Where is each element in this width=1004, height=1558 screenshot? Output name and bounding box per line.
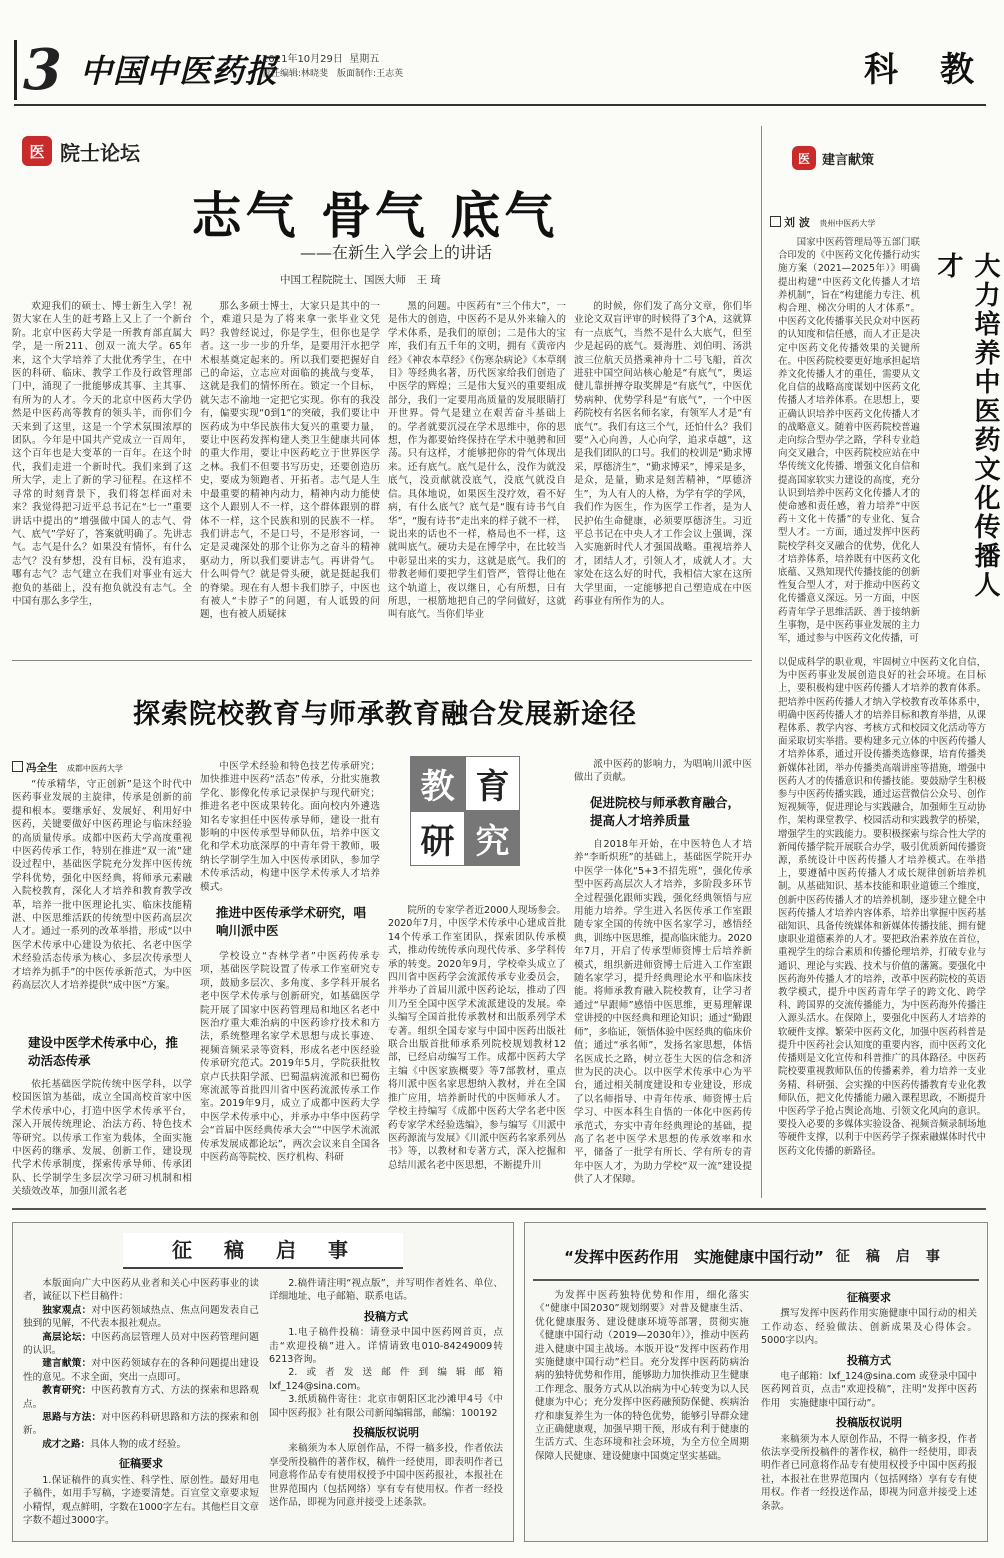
feature-subtitle: ——在新生入学会上的讲话 <box>300 243 493 262</box>
seal-icon: 医 <box>792 146 816 170</box>
feature-col-2: 那么多硕士博士，大家只是其中的一个，难道只是为了将来拿一张毕业文凭吗？我曾经说过，你是学生，但你也是学者。这一步一步的升华，是要用汗水把学术根基奠定起来的。所以我们要把握好自己的命运，立志应对面临的挑战与变革，这就是我们的情怀所在。锁定一个目标，就矢志不渝地一定把它实现。你有的我没有，偏要实现“0到1”的突破，我们要让中医药成为中华民族伟大复兴的重要力量，要让中医药发挥构建人类卫生健康共同体的重大作用，要让中医药屹立于世界医学之林。我们不但要书写历史，还要创造历史，要成为领跑者、开拓者。志气是人生中最重要的精神内动力，精神内动力能使这个人跟别人不一样，这个群体跟别的群体不一样，这个民族和别的民族不一样。我们讲志气，不是口号，不是形容词，一定是灵魂深处的那个让你为之奋斗的精神驱动力，所以我们要讲志气。再讲骨气。什么叫骨气？就是骨头硬，就是挺起我们的脊梁。现在有人想卡我们脖子，中医也有被人“卡脖子”的问题，有人诋毁的问题，也有被人质疑抹 <box>200 301 380 621</box>
issue-weekday: 星期五 <box>349 54 380 65</box>
stamp-char: 研 <box>410 811 465 866</box>
paper-name: 中国中医药报 <box>80 52 279 90</box>
issue-date-line <box>262 50 379 65</box>
feature-col-1: 欢迎我们的硕士、博士新生入学！祝贺大家在人生的赶考路上又上了一个新台阶。北京中医药大学是一所教育部直属大学，是一所211、创双一流大学。65年来，这个大学培养了大批优秀学生，在中医的科研、临床、教学工作及行政管理部门中，涌现了一批能够成其事、主其事、有所为的人才。今天的北京中医药大学仍然是中医药高等教育的领头羊，而你们今天来到了这里，这是一个学术氛围浓厚的团队。今年是中国共产党成立一百周年，这个百年也是大变革的一百年。在这个时代，我们走进一个新时代。我们来到了这所大学，走上了新的学习征程。在这样不寻常的时刻背景下，我们将怎样面对未来？我觉得把习近平总书记在“七一”重要讲话中提出的“增强做中国人的志气、骨气、底气”学好了，答案就明确了。先讲志气。志气是什么？如果没有情怀，有什么志气？没有梦想，没有目标，没有追求，哪有志气？志气建立在我们对事业有远大抱负的基础上，没有抱负就没有志气。全中国有那么多学生， <box>12 301 192 607</box>
notice-column-name: 教育研究： <box>42 1385 92 1397</box>
notice-column-item <box>23 1331 259 1358</box>
stamp-char: 稿 <box>865 1249 880 1265</box>
education-research-stamp <box>410 756 520 866</box>
notice-column-list <box>23 1304 259 1451</box>
notice-right-title: “发挥中医药作用 实施健康中国行动” <box>564 1247 824 1266</box>
column-divider <box>761 126 762 1198</box>
stamp-char: 究 <box>465 811 520 866</box>
notice-column-desc: 对中医药科研思路和方法的探索和创新。 <box>23 1412 260 1437</box>
right-author: 刘 波 <box>784 216 810 229</box>
notice-right-header <box>533 1241 979 1271</box>
notice-column-name: 独家观点： <box>42 1304 92 1316</box>
section-name: 科 教 <box>864 50 978 90</box>
article-byline <box>12 760 123 775</box>
notice-right-stamp <box>828 1245 948 1267</box>
byline-square-icon <box>770 216 781 227</box>
article-subhead-4: 促进院校与师承教育融合，提高人才培养质量 <box>590 795 741 828</box>
notice-column-desc: 具体人物的成才经验。 <box>90 1438 187 1450</box>
notice-right-box <box>524 1222 988 1542</box>
issue-date: 2021年10月29日 <box>262 54 343 65</box>
column-tag-advice <box>792 146 874 170</box>
right-body-continued-text: 以促成科学的职业观，牢固树立中医药文化自信，为中医药事业发展创造良好的社会环境。在目标上，要积极构建中医药传播人才培养的教育体系。把培养中医药传播人才纳入学校教育改革体系中，明确中医药传播人才的培养目标和教育举措，从课程体系、教学内容、考核方式和校园文化活动等方面采取切实举措。要构建多元立体的中医药传播人才培养体系，通过开设传播类选修课，培育传播类新媒体社团，举办传播类高端讲座等措施，增强中医药人才的传播意识和传播技能。要鼓励学生积极参与中医药传播实践，通过运营微信公众号、创作短视频等，促进理论与实践融合，加强师生互动协作，架构课堂教学、校园活动和实践教学的桥梁，增强学生的实践能力。要积极探索与综合性大学的新闻传播学院开展联合办学，吸引优质新闻传播资源，系统设计中医药传播人才培养模式。在举措上，要遵循中医药传播人才成长规律创新培养机制。从基础知识、基本技能和职业道德三个维度，创新中医药传播人才的培养机制，逐步建立健全中医药传播人才培养内容体系，培养出掌握中医药基础知识、具备传统媒体和新媒体传播技能、拥有健康职业道德素养的人才。要把政治素养放在首位，重视学生的综合素质和传播伦理培养，打破专业与通识、理论与实践、技术与价值的藩篱。要强化中医药海外传播人才的培养，改革中医药院校的英语教学模式，提升中医药青年学子的跨文化、跨学科、跨国界的交流传播能力，为中医药海外传播注入源头活水。在保障上，要强化中医药人才培养的软硬件支撑。繁荣中医药文化，加强中医药科普是提升中医药社会认知度的重要内容，而中医药文化传播则是文化宣传和科普推广的具体路径。中医药院校要重视教师队伍的传播素养，着力培养一支业务精、科研强、会实操的中医药传播教育专业化教师队伍，把文化传播能力融入课程思政，不断提升中医药学子抢占舆论高地、引领文化风向的意识。要投入必要的多媒体实验设备、视频音频录制场地等硬件支撑，以利于中医药学子探索融媒体时代中医药文化传播的新路径。 <box>778 657 986 1157</box>
notice-column-desc: 中医药高层管理人员对中医药管理问题的认识。 <box>23 1331 260 1357</box>
section-rule-mid <box>12 660 752 661</box>
notice-column-item <box>23 1304 259 1331</box>
notice-right-col-1: 为发挥中医药独特优势和作用，细化落实《“健康中国2030”规划纲要》对普及健康生活、优化健康服务、建设健康环境等部署，贯彻实施《健康中国行动（2019—2030年）》，推动中医药进入健康中国主战场。本版开设“发挥中医药作用 实施健康中国行动”栏目。充分发挥中医药防病治病的独特优势和作用，能够助力加快推动卫生健康工作理念、服务方式从以治病为中心转变为以人民健康为中心；充分发挥中医药融预防保健、疾病治疗和康复养生为一体的特色优势，能够引导群众建立正确健康观，加强早期干预，形成有利于健康的生活方式、生态环境和社会环境，为全方位全周期保障人民健康、建设健康中国奠定坚实基础。 <box>535 1290 759 1462</box>
right-byline <box>770 214 875 230</box>
right-affiliation: 贵州中医药大学 <box>819 219 876 228</box>
page-number: 3 <box>14 40 75 100</box>
article-affiliation: 成都中医药大学 <box>66 764 123 773</box>
stamp-char: 教 <box>410 756 465 811</box>
notice-column-item <box>23 1438 259 1451</box>
stamp-char: 征 <box>835 1249 850 1265</box>
article-col-2-intro: 中医学术经验和特色技艺传承研究；加快推进中医药“活态”传承，分批实施教学化、影像化传承记录保护与现代研究；推进名老中医成果转化。面向校内外遴选知名专家担任中医传承导师，建设一批有影响的中医传承型导师队伍，培养中医文化和学术功底深厚的中青年骨干教师，吸纳长学制学生加入中医传承团队，参加学术传承活动，构建中医学术传承人才培养模式。 <box>200 761 380 893</box>
editors: 责任编辑:林晓斐 版面制作:王志英 <box>262 69 404 79</box>
column-tag-label: 院士论坛 <box>60 140 140 165</box>
bottom-rule <box>12 1208 986 1210</box>
article-subhead-2: 推进中医传承学术研究，唱响川派中医 <box>216 905 367 938</box>
notice-left-box <box>12 1222 514 1542</box>
notice-column-name: 成才之路： <box>42 1438 91 1450</box>
notice-right-method-head: 投稿方式 <box>847 1353 891 1367</box>
notice-right-col-2: 征稿要求 撰写发挥中医药作用实施健康中国行动的相关工作动态、经验做法、创新成果及心得体会。5000字以内。 投稿方式 电子邮箱：lxf_124@sina.com 或登录中国中医药网首页，点击“欢迎投稿”，注明“发挥中医药作用 实施健康中国行动”。 投稿版权说明 来稿须为本人原创作品，不得一稿多投，作者依法享受所投稿件的著作权，稿件一经使用，即表明作者已同意将作品专有使用权授予中国中医药报社，本报社在世界范围内（包括网络）享有专有使用权。作者一经投送作品，即视为同意并接受上述条款。 <box>761 1291 977 1512</box>
masthead-rule <box>14 104 986 106</box>
right-body-bottom <box>778 656 986 1196</box>
article-col-4-top: 派中医药的影响力，为唱响川派中医做出了贡献。 <box>574 759 752 784</box>
right-body-top: 国家中医药管理局等五部门联合印发的《中医药文化传播行动实施方案（2021—2025年）》明确提出构建“中医药文化传播人才培养机制”，旨在“构建能力专注、机构合理、梯次分明的人才体系”。中医药文化传播事关民众对中医药的认知度和信任感，而人才正是决定中医药文化传播效果的关键所在。中医药院校要更好地承担起培养文化传播人才的重任，需要从文化自信的战略高度谋划中医药文化传播人才培养体系。在思想上，要正确认识培养中医药文化传播人才的战略意义。随着中医药院校普遍走向综合型办学之路，学科专业趋向交叉融合，中医药院校应站在中华传统文化传播、增强文化自信和提高国家软实力建设的高度，充分认识到培养中医药文化传播人才的使命感和责任感，着力培养“中医药＋文化＋传播”的专业化、复合型人才。一方面，通过发挥中医药院校学科交叉融合的优势，优化人才培养体系，培养既有中医药文化底蕴、又熟知现代传播技能的创新性复合型人才，对于推动中医药文化传播意义深远。另一方面，中医药青年学子思维活跃、善于接纳新生事物，是中医药事业发展的主力军，通过参与中医药文化传播，可 <box>778 237 920 645</box>
notice-method-head: 投稿方式 <box>364 1309 408 1323</box>
notice-column-item <box>23 1357 259 1384</box>
notice-copy-head: 投稿版权说明 <box>353 1426 419 1440</box>
notice-column-name: 思路与方法： <box>42 1412 102 1424</box>
right-title: 大力培养中医药文化传播人才 <box>933 252 1000 600</box>
notice-right-req-head: 征稿要求 <box>847 1291 891 1304</box>
feature-title: 志气 骨气 底气 <box>191 187 559 245</box>
column-tag-academician <box>22 136 140 166</box>
notice-column-desc: 对中医药领域热点、焦点问题发表自己独到的见解，不代表本报社观点。 <box>23 1304 260 1330</box>
notice-left-title: 征 稿 启 事 <box>123 1233 403 1269</box>
notice-right-copy-head: 投稿版权说明 <box>836 1416 902 1430</box>
notice-right-rule <box>533 1279 979 1281</box>
column-tag-label: 建言献策 <box>822 152 875 168</box>
article-col-1-intro: “传承精华，守正创新”是这个时代中医药事业发展的主旋律，传承是创新的前提和根本。要继承好、发展好、利用好中医药，关键要做好中医药理论与临床经验的高质量传承。成都中医药大学高度重视中医药传承工作，特别在推进“双一流”建设过程中，基础医学院充分发挥中医传统学科优势，强化中医经典，将师承元素融入院校教育，深化人才培养和教育教学改革，培养一批中医理论扎实、临床技能精湛、中医思维活跃的传统型中医药高层次人才。通过一系列的改革举措，形成“以中医学术传承中心建设为依托、名老中医学术经验活态传承为核心、多层次传承型人才培养为抓手”的中医传承新范式，为中医药高层次人才培养提供“成中医”方案。 <box>12 779 192 992</box>
notice-left-col-1: 本版面向广大中医药从业者和关心中医药事业的读者，诚征以下栏目稿件： 独家观点：对中医药领域热点、焦点问题发表自己独到的见解，不代表本报社观点。 高层论坛：中医药高层管理人员对中医药管理问题的认识。 建言献策：对中医药领域存在的各种问题提出建设性的意见。不求全面，突出一点即可。 教育研究：中医药教育方式、方法的探索和思路观点。 思路与方法：对中医药科研思路和方法的探索和创新。 成才之路：具体人物的成才经验。 征稿要求 1.保证稿件的真实性、科学性、原创性。最好用电子稿件，如用手写稿，字迹要清楚。百宣堂文章要求短小精悍，观点鲜明，字数在1000字左右。其他栏目文章字数不超过3000字。 <box>23 1278 260 1526</box>
feature-author: 中国工程院院士、国医大师 王 琦 <box>280 274 441 286</box>
article-subhead-1: 建设中医学术传承中心，推动活态传承 <box>28 1035 179 1068</box>
byline-square-icon <box>12 761 23 772</box>
notice-column-desc: 中医药教育方式、方法的探索和思路观点。 <box>23 1385 260 1410</box>
article-title: 探索院校教育与师承教育融合发展新途径 <box>133 699 637 730</box>
notice-column-item <box>23 1411 259 1438</box>
notice-left-col-2: 2.稿件请注明“视点版”，并写明作者姓名、单位、详细地址、电子邮箱、联系电话。 投稿方式 1.电子稿件投稿：请登录中国中医药网首页，点击“欢迎投稿”进入。详情请致电010-84249009转6213咨询。 2.或者发送邮件到编辑邮箱 lxf_124@sina.com。 3.纸质稿件寄往：北京市朝阳区北沙滩甲4号《中国中医药报》社有限公司新闻编辑部，邮编：100192 投稿版权说明 来稿须为本人原创作品，不得一稿多投，作者依法享受所投稿件的著作权，稿件一经使用，即表明作者已同意将作品专有使用权授予中国中医药报社，本报社在世界范围内（包括网络）享有专有使用权。作者一经投送作品，即视为同意并接受上述条款。 <box>269 1278 503 1509</box>
feature-col-4: 的时候，你们发了高分文章，你们毕业论文双盲评审的时候得了3个A，这就算有一点底气，当然不是什么大底气，但至少是起码的底气。聂海胜、刘伯明、汤洪波三位航天员搭乘神舟十二号飞船，首次进驻中国空间站核心舱是“有底气”，奥运健儿靠拼搏夺取奖牌是“有底气”，中医优势病种、优势学科是“有底气”，一个中医药院校有名医名师名家，有领军人才是“有底气”。我们有这三个气，还怕什么？我们要“入心向善，人心向学，追求卓越”，这是我们团队的口号。我们的校训是“勤求博采，厚德济生”，“勤求博采”，博采是多，是众，是量，勤求是刻苦精神，“厚德济生”，为人有人的人格，为学有学的学风，我们作为医生，作为医学工作者，是为人民护佑生命健康，必须要厚德济生。习近平总书记在中央人才工作会议上强调，深入实施新时代人才强国战略。重视培养人才，团结人才，引领人才，成就人才。大家处在这么好的时代，我相信大家在这所大学里面，一定能够把自己塑造成在中医药事业有所作为的人。 <box>574 301 753 607</box>
article-col-4-body: 自2018年开始，在中医特色人才培养“李昕炽班”的基础上，基础医学院开办中医学一体化“5+3不招先班”，强化传承型中医药高层次人才培养，多阶段多环节全过程强化跟师实践，强化经典领悟与应用能力培养。学生进入名医传承工作室跟随专家全国的传统中医名家学习，感悟经典，训练中医思维，提高临床能力。2020年7月，开启了传承型师资博士后培养新模式，组织新进师资博士后进入工作室跟随名家学习，提升经典理论水平和临床技能。将师承教育融入院校教育，让学习者通过“早跟师”感悟中医思维，更易理解课堂讲授的中医经典和理论知识；通过“勤跟师”，多临证，领悟体验中医经典的临床价值；通过“承名师”，发扬名家思想，体悟名医成长之路，树立苍生大医的信念和济世为民的决心。以中医学术传承中心为平台，通过相关制度建设和专业建设，形成了以名师指导、中青年传承、师资博士后学习、中医本科生自悟的一体化中医药传承范式，夯实中青年经典理论的基础，提高了名老中医学术思想的传承效率和水平，储备了一批学有所长、学有所专的青年中医人才，为助力学校“双一流”建设提供了人才保障。 <box>574 839 752 1186</box>
notice-column-name: 高层论坛： <box>42 1331 92 1343</box>
article-author: 冯全生 <box>26 762 58 774</box>
feature-col-3: 黑的问题。中医药有“三个伟大”，一是伟大的创造，中医药不是从外来输入的学术体系，是我们的原创；二是伟大的宝库，我们有五千年的文明，拥有《黄帝内经》《神农本草经》《伤寒杂病论》《本草纲目》等经典名著，历代医家给我们创造了中医学的辉煌；三是伟大复兴的重要组成部分，我们一定要用高质量的发展眼睛打开世界。骨气是建立在艰苦奋斗基础上的。学者就要沉浸在学术思维中，你的思想，作为都要始终保持在学术中驰骋和回荡。只有这样，才能够把你的骨气体现出来。还有底气。底气是什么，没作为就没底气，没贡献就没底气，没底气就没自信。具体地说，如果医生没疗效，看不好病，有什么底气？底气是“腹有诗书气自华”，“腹有诗书”走出来的样子就不一样，说出来的话也不一样，格局也不一样，这就叫底气。硬功夫是在博学中，在比较当中彰显出来的实力，这就是底气。我们的带教老师们要把学生们管严，管得让他在这个轨道上，夜以继日，心有所想，日有所思，一根筋地把自己的学问做好，这就叫有底气。当你们毕业 <box>388 301 567 621</box>
article-col-2-body: 学校设立“杏林学者”中医药传承专项，基础医学院设置了传承工作室研究专项，鼓励多层次、多角度、多学科开展名老中医学术传承与创新研究，如基础医学院开展了国家中医药管理局和地区名老中医治疗重大难治病的中医药诊疗技术和方法，系统整理名家学术思想与成长事迹、视频音频采录等资料，形成名老中医经验传承研究范式。2019年5月，学院获批牧京卢氏扶阳学派、巴蜀温病流派和巴蜀伤寒流派等首批四川省中医药流派传承工作室。2019年9月，成立了成都中医药大学中医学术传承中心，并承办中华中医药学会“首届中医经典传承大会”“中医学术流派传承发展成都论坛”，两次会议来自全国各中医药高等院校、医疗机构、科研 <box>200 951 380 1164</box>
stamp-char: 事 <box>925 1249 940 1265</box>
notice-column-item <box>23 1384 259 1411</box>
article-col-1-body: 依托基础医学院传统中医学科，以学校国医馆为基础，成立全国高校首家中医学术传承中心，打造中医学术传承平台，深入开展传统理论、治法方药、特色技术等研究。以传承工作室为载体，全面实施中医药的继承、发展、创新工作，建设现代学术传承制度，探索传承导师、传承团队、长学制学生多层次学习研习机制和相关绩效改革，加强川派名老 <box>12 1079 192 1198</box>
stamp-char: 启 <box>895 1249 910 1265</box>
notice-column-desc: 对中医药领域存在的各种问题提出建设性的意见。不求全面，突出一点即可。 <box>23 1358 260 1383</box>
notice-column-name: 建言献策： <box>42 1358 92 1370</box>
stamp-char: 育 <box>465 756 520 811</box>
notice-req-head: 征稿要求 <box>119 1457 163 1471</box>
article-col-3: 院所的专家学者近2000人现场参会。2020年7月，中医学术传承中心建成首批14个传承工作室团队，探索团队传承模式，推动传统传承向现代传承、多学科传承的转变。2020年9月，学校牵头成立了四川省中医药学会流派传承专业委员会，并举办了首届川派中医药论坛，推动了四川乃至全国中医学术流派建设的发展。牵头编写全国首批传承教材和出版系列学术专著。组织全国专家与中国中医药出版社联合出版首批师承系列院校规划教材12部，已经启动编写工作。成都中医药大学主编《中医家族概要》等7部教材，重点将川派中医名家思想纳入教材，并在全国推广应用，培养新时代的中医师承人才。学校主持编写《成都中医药大学名老中医药专家学术经验选编》，参与编写《川派中医药源流与发展》《川派中医药名家系列丛书》等，以教材和专著方式，深入挖掘和总结川派名老中医思想，不断提升川 <box>388 905 566 1171</box>
masthead <box>14 37 986 104</box>
seal-icon: 医 <box>22 136 52 166</box>
right-body-continuation <box>778 656 986 1158</box>
